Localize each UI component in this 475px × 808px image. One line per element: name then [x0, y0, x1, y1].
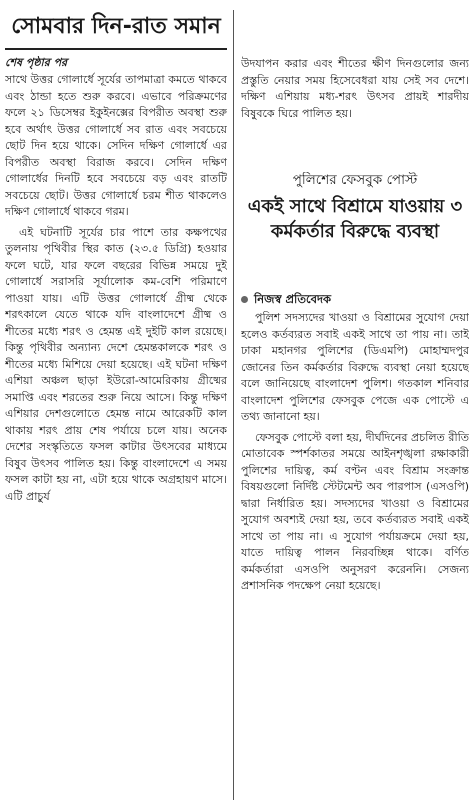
right-article-paragraph-1: পুলিশ সদস্যদের খাওয়া ও বিশ্রামের সুযোগ দেয়া হলেও কর্তব্যরত সবাই একই সাথে তা পায় না। তাই ঢাকা মহানগর পুলিশের (ডিএমপি) মোহাম্মদপুর জোনের তিন কর্মকর্তার বিরুদ্ধে ব্যবস্থা নেয়া হয়েছে বলে জানিয়েছে বাংলাদেশ পুলিশ। গতকাল শনিবার বাংলাদেশ পুলিশের ফেসবুক পেজে এক পোস্টে এ তথ্য জানানো হয়।: [241, 311, 469, 423]
left-article-paragraph-2: এই ঘটনাটি সূর্যের চার পাশে তার কক্ষপথের তুলনায় পৃথিবীর স্থির কাত (২৩.৫ ডিগ্রি) হওয়ার ফলে ঘটে, যার ফলে বছরের বিভিন্ন সময়ে দুই গোলার্ধে সরাসরি সূর্যালোক কম-বেশি পরিমাণে পাওয়া যায়। এটি উত্তর গোলার্ধে গ্রীষ্ম থেকে শরৎকালে যেতে থাকে যদি বাংলাদেশে গ্রীষ্ম ও শীতের মধ্যে শরৎ ও হেমন্ত এই দুইটি কাল রয়েছে। কিন্তু পৃথিবীর অন্যান্য দেশে হেমন্তকালকে শরৎ ও শীতের মধ্যে মিশিয়ে দেয়া হয়েছে। এই ঘটনা দক্ষিণ এশিয়া অঞ্চল ছাড়া ইউরো-আমেরিকায় গ্রীষ্মের সমাপ্তি এবং শরতের শুরু নিয়ে আসে। কিন্তু দক্ষিণ এশিয়ার দেশগুলোতে হেমন্ত নামে আরেকটি কাল থাকায় শরৎ প্রায় শেষ পর্যায়ে চলে যায়। অনেক দেশের সংস্কৃতিতে ফসল কাটার উৎসবের মাধ্যমে বিষুব উৎসব পালিত হয়। কিন্তু বাংলাদেশে এ সময় ফসল কাটা হয় না, এটা হয়ে থাকে অগ্রহায়ণ মাসে। এটি প্রাচুর্য: [5, 225, 227, 503]
left-article-paragraph-1: সাথে উত্তর গোলার্ধে সূর্যের তাপমাত্রা কমতে থাকবে এবং ঠান্ডা হতে শুরু করবে। এভাবে পরিক্রমণের ফলে ২১ ডিসেম্বর ইকুইনক্সের বিপরীত অবস্থা শুরু হবে অর্থাৎ উত্তর গোলার্ধে সব রাত এবং সবচেয়ে ছোট দিন হয়ে থাকে। সেদিন দক্ষিণ গোলার্ধে এর বিপরীত অবস্থা বিরাজ করবে। সেদিন দক্ষিণ গোলার্ধের দিনটি হবে সবচেয়ে বড় এবং রাতটি সবচেয়ে ছোট। উত্তর গোলার্ধে চরম শীত থাকলেও দক্ষিণ গোলার্ধে থাকবে গরম।: [5, 73, 227, 219]
column-divider: [233, 10, 234, 800]
left-article-body: [5, 56, 227, 801]
left-article-continuation: [241, 56, 469, 176]
right-article-body: [241, 310, 469, 800]
byline-text: নিজস্ব প্রতিবেদক: [254, 292, 332, 306]
continuation-paragraph: উদযাপন করার এবং শীতের ক্ষীণ দিনগুলোর জন্য প্রস্তুতি নেয়ার সময় হিসেবেধরা যায় সেই সব দেশে। দক্ষিণ এশিয়ায় মধ্য-শরৎ উৎসব প্রায়ই শারদীয় বিষুবকে ঘিরে পালিত হয়।: [241, 57, 469, 120]
right-article-paragraph-2: ফেসবুক পোস্টে বলা হয়, দীর্ঘদিনের প্রচলিত রীতি মোতাবেক স্পর্শকাতর সময়ে আইনশৃঙ্খলা রক্ষাকারী পুলিশের দায়িত্ব, কর্ম বণ্টন এবং বিশ্রাম সংক্রান্ত বিষয়গুলো নির্দিষ্ট স্টেটমেন্ট অব পারপাস (এসওপি) দ্বারা নির্ধারিত হয়। সদস্যদের খাওয়া ও বিশ্রামের সুযোগ অবশ্যই দেয়া হয়, তবে কর্তব্যরত সবাই একই সাথে তা পায় না। এ সুযোগ পর্যায়ক্রমে দেয়া হয়, যাতে দায়িত্ব পালন নিরবচ্ছিন্ন থাকে। বর্ণিত কর্মকর্তারা এসওপি অনুসরণ করেননি। সেজন্য প্রশাসনিক পদক্ষেপ নেয়া হয়েছে।: [241, 430, 469, 592]
right-article-headline: একই সাথে বিশ্রামে যাওয়ায় ৩ কর্মকর্তার বিরুদ্ধে ব্যবস্থা: [247, 196, 463, 243]
right-article-kicker: পুলিশের ফেসবুক পোস্ট: [292, 172, 418, 188]
left-article-headline: সোমবার দিন-রাত সমান: [5, 6, 227, 50]
bullet-icon: [241, 296, 248, 303]
continued-from-label: শেষ পৃষ্ঠার পর: [5, 56, 68, 69]
byline: [241, 292, 469, 307]
